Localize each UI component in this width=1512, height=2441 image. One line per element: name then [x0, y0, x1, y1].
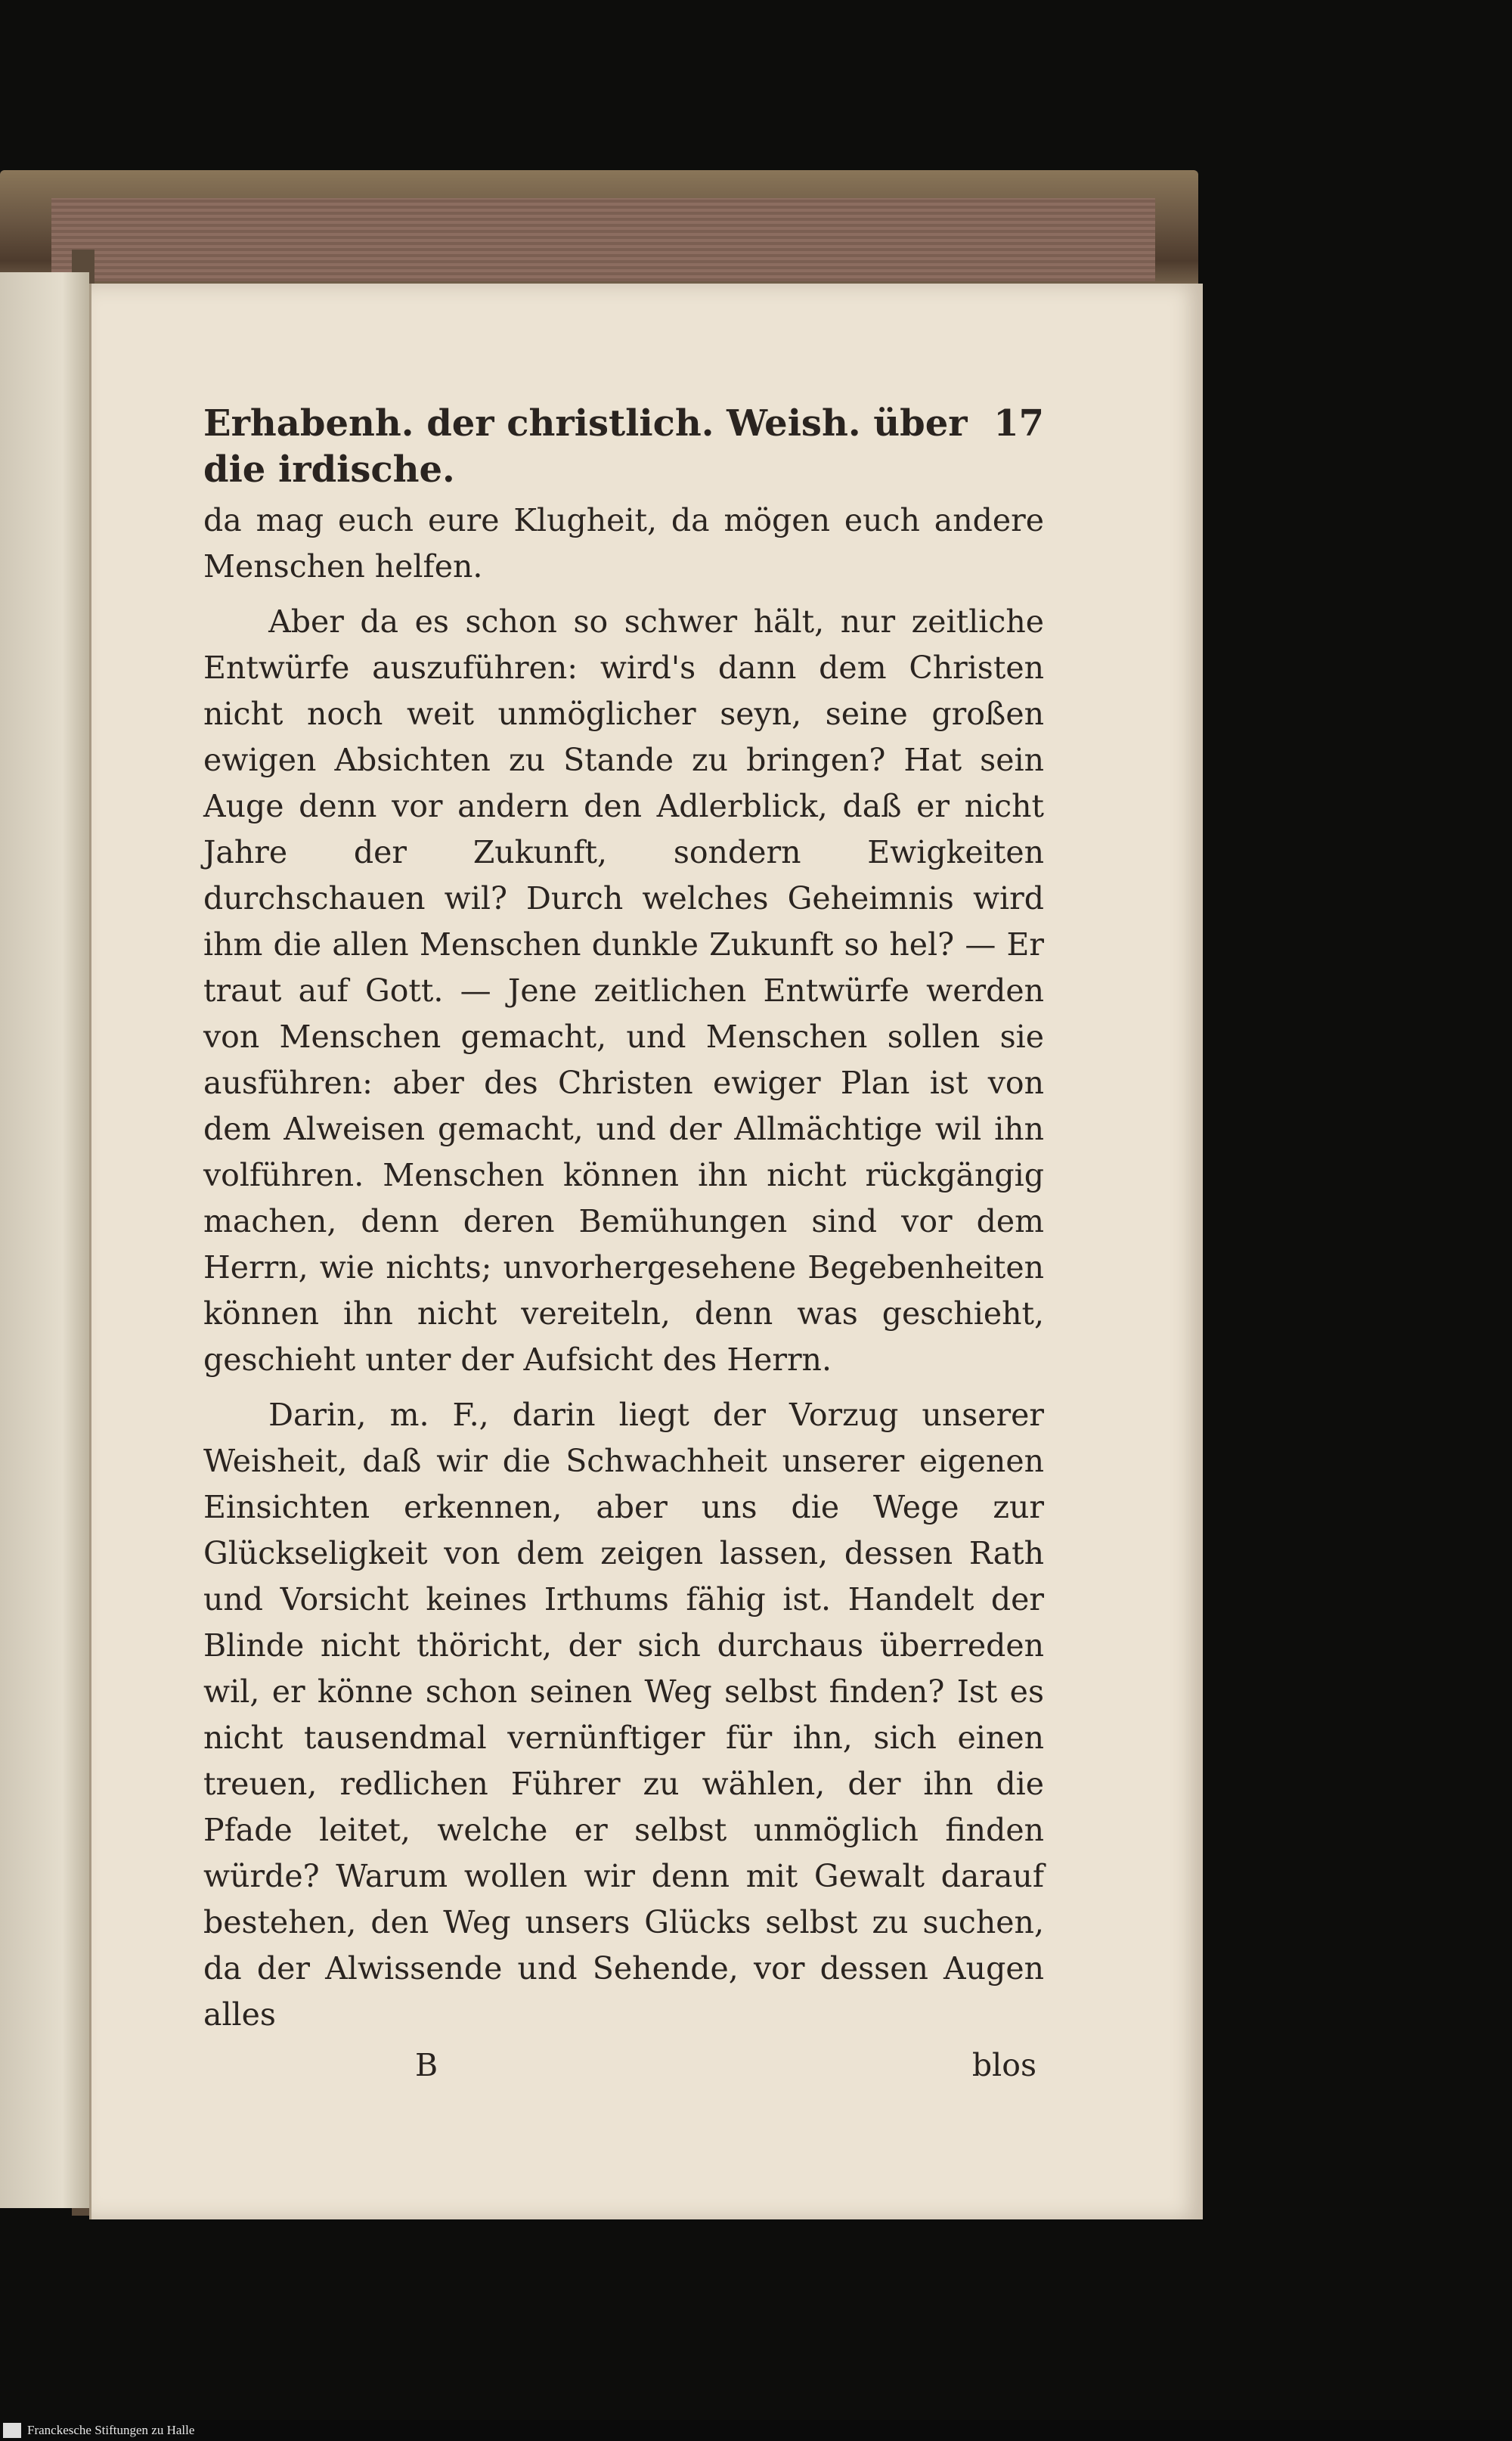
running-title: Erhabenh. der christlich. Weish. über die irdische. [203, 402, 968, 491]
page-footer [203, 2042, 1044, 2089]
institution-logo-icon [3, 2423, 21, 2438]
paragraph-2: Aber da es schon so schwer hält, nur zeitliche Entwürfe auszuführen: wird's dann dem Christen nicht noch weit unmöglicher seyn, seine großen ewigen Absichten zu Stande zu bringen? Hat sein Auge denn vor andern den Adlerblick, daß er nicht Jahre der Zukunft, sondern Ewigkeiten durchschauen wil? Durch welches Geheimnis wird ihm die allen Menschen dunkle Zukunft so hel? — Er traut auf Gott. — Jene zeitlichen Entwürfe werden von Menschen gemacht, und Menschen sollen sie ausführen: aber des Christen ewiger Plan ist von dem Alweisen gemacht, und der Allmächtige wil ihn volführen. Menschen können ihn nicht rückgängig machen, denn deren Bemühungen sind vor dem Herrn, wie nichts; unvorhergesehene Begebenheiten können ihn nicht vereiteln, denn was geschieht, geschieht unter der Aufsicht des Herrn. [203, 603, 1044, 1378]
signature-mark: B [415, 2047, 438, 2083]
catchword: blos [971, 2047, 1036, 2083]
footer-bar [0, 2420, 1512, 2441]
footer-text: Franckesche Stiftungen zu Halle [27, 2423, 195, 2437]
left-page-edge [0, 272, 89, 2208]
page-number: 17 [993, 402, 1044, 445]
running-header [203, 401, 1044, 493]
page-text [203, 401, 1044, 2089]
paragraph-1: da mag euch eure Klugheit, da mögen euch andere Menschen helfen. [203, 502, 1044, 585]
paragraph-3: Darin, m. F., darin liegt der Vorzug unserer Weisheit, daß wir die Schwachheit unserer eigenen Einsichten erkennen, aber uns die Wege zur Glückseligkeit von dem zeigen lassen, dessen Rath und Vorsicht keines Irthums fähig ist. Handelt der Blinde nicht thöricht, der sich durchaus überreden wil, er könne schon seinen Weg selbst finden? Ist es nicht tausendmal vernünftiger für ihn, sich einen treuen, redlichen Führer zu wählen, der ihn die Pfade leitet, welche er selbst unmöglich finden würde? Warum wollen wir denn mit Gewalt darauf bestehen, den Weg unsers Glücks selbst zu suchen, da der Alwissende und Sehende, vor dessen Augen alles [203, 1397, 1044, 2033]
page-block-edge [51, 198, 1155, 281]
book-page [89, 284, 1203, 2219]
